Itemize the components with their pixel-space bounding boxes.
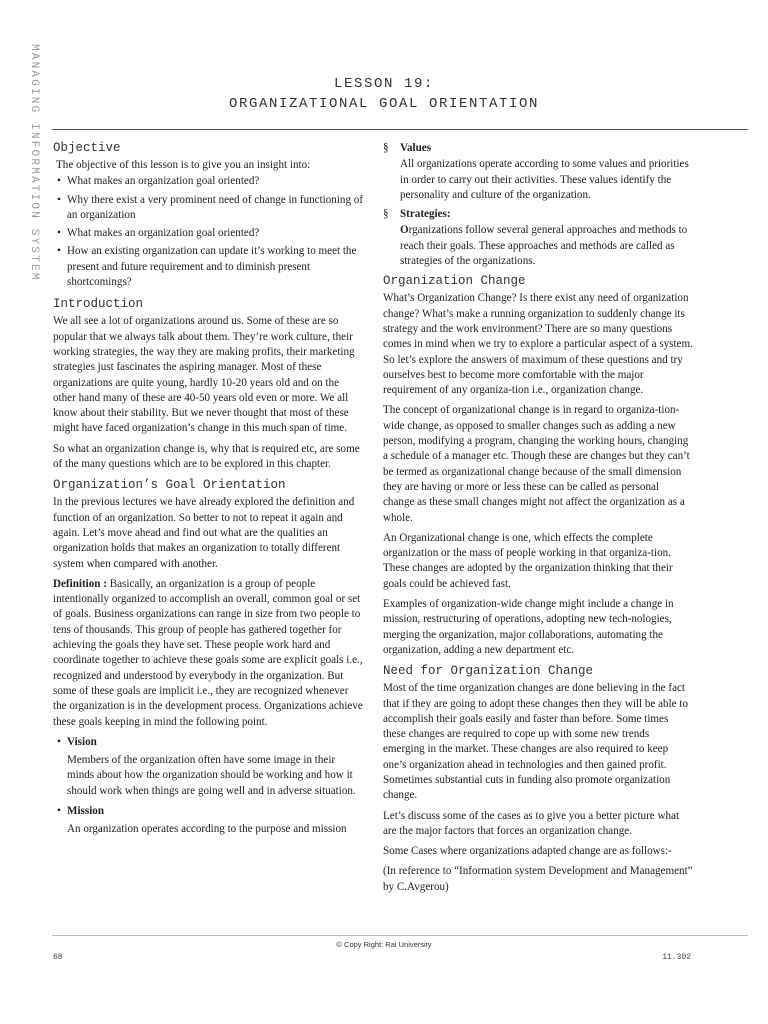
values-heading bbox=[383, 141, 693, 156]
mission-text: An organization operates according to the purpose and mission bbox=[67, 823, 347, 836]
values-text: All organizations operate according to some values and priorities in order to carry out their activities. These values identify the personality and culture of the organization. bbox=[400, 158, 689, 201]
need-for-change-paragraph: Most of the time organization changes are done believing in the fact that if they are going to adopt these changes then they will be able to accomplish their goals easily and faster than before. Some times these changes are required to cope up with some new trends emerging in the market. These changes are also required to keep one’s organization ahead in technologies and then gained profit. Sometimes substantial cuts in funding also promote organization change. bbox=[383, 682, 688, 802]
objective-heading: Objective bbox=[53, 141, 121, 155]
copyright-notice: © Copy Right: Rai University bbox=[336, 940, 432, 949]
left-column bbox=[53, 140, 364, 843]
lesson-number: LESSON 19: bbox=[333, 76, 434, 92]
need-for-change-paragraph: Some Cases where organizations adapted change are as follows:- bbox=[383, 845, 672, 858]
objective-item: • How an existing organization can update it’s working to meet the present and future requirement and to diminish present shortcomings? bbox=[53, 244, 364, 290]
introduction-paragraph: So what an organization change is, why that is required etc, are some of the many questions which are to be explored in this chapter. bbox=[53, 442, 360, 471]
course-code: 11.302 bbox=[662, 953, 691, 962]
vision-heading: • Vision bbox=[53, 735, 364, 750]
goal-orientation-heading: Organization’s Goal Orientation bbox=[53, 478, 286, 493]
introduction-paragraph: We all see a lot of organizations around us. Some of these are so popular that we always talk about them. They’re work culture, their working strategies, the way they are making profits, their marketing strategies just fascinates the aspiring manager. Most of these organizations are quite young, hardly 10-20 years old and on the other hand many of these are 40-50 years old even or more. We all know about their stability. But we never thought that most of these might have faced organization’s change in this much span of time. bbox=[53, 315, 355, 435]
introduction-heading: Introduction bbox=[53, 297, 144, 312]
objective-intro: The objective of this lesson is to give you an insight into: bbox=[56, 159, 311, 171]
need-for-change-heading: Need for Organization Change bbox=[383, 664, 594, 679]
objective-list bbox=[53, 174, 364, 290]
organization-change-paragraph: An Organizational change is one, which effects the complete organization or the mass of people working in that organiza-tion. These changes are adopted by the organization thinking that their goals could be achieved fast. bbox=[383, 531, 673, 590]
right-column bbox=[383, 140, 693, 900]
strategies-body: rganizations follow several general approaches and methods to reach their goals. These approaches and methods are called as strategies of the organizations. bbox=[400, 224, 688, 268]
values-label: Values bbox=[400, 142, 432, 154]
goal-orientation-paragraph: In the previous lectures we have already explored the definition and function of an organization. So better to not to repeat it again and again. Let’s move ahead and find out what are the qualities an organization holds that makes an organization to totally different system when compared with another. bbox=[53, 496, 355, 570]
definition-text: Basically, an organization is a group of people intentionally organized to accomplish an overall, common goal or set of goals. Business organizations can range in size from two people to tens of thousands. This group of people has gathered together for achieving the goals they have set. These people work hard and coordinate together to achieve these goals some are explicit goals i.e., recognized and understood by everybody in the organization. But some of these goals are implicit i.e., they are recognized whenever the organization is in the development process. Organizations achieve these goals keeping in mind the following point. bbox=[53, 577, 363, 728]
page-number: 68 bbox=[53, 953, 63, 962]
section-mark-icon: § bbox=[383, 208, 389, 221]
vision-text: Members of the organization often have some image in their minds about how the organization should be working and how it should work when things are going well and in adverse situation. bbox=[67, 754, 356, 797]
objective-item: • What makes an organization goal oriented? bbox=[53, 226, 364, 241]
strategies-initial: O bbox=[400, 224, 409, 237]
strategies-text bbox=[383, 223, 693, 269]
organization-change-heading: Organization Change bbox=[383, 274, 526, 289]
side-running-label-text: MANAGING INFORMATION SYSTEM bbox=[28, 44, 40, 282]
organization-change-paragraph: Examples of organization-wide change might include a change in mission, restructuring of operations, adopting new tech-nologies, merging the organization, major collaborations, automating the organization, adding a new department etc. bbox=[383, 598, 674, 656]
header-rule bbox=[52, 129, 748, 130]
objective-item: • What makes an organization goal oriented? bbox=[53, 174, 364, 189]
lesson-title: ORGANIZATIONAL GOAL ORIENTATION bbox=[228, 96, 540, 112]
need-for-change-paragraph: Let’s discuss some of the cases as to give you a better picture what are the major factors that forces an organization change. bbox=[383, 809, 680, 837]
definition-label: Definition : bbox=[53, 577, 107, 590]
organization-change-paragraph: What’s Organization Change? Is there exist any need of organization change? What’s make a running organization to suddenly change its strategy and the work environment? There are so many questions comes in mind when we try to explore a particular aspect of a system. So let’s explore the answers of maximum of these questions and try ourselves best to become more comfortable with the major requirement of any organiza-tion i.e., organization change. bbox=[383, 292, 693, 397]
organization-change-paragraph: The concept of organizational change is in regard to organiza-tion-wide change, as opposed to smaller changes such as adding a new person, modifying a program, changing the working hours, changing a schedule of a manager etc. Though these are changes but they can’t be termed as organizational change because of the small dimension they are having or more or less these can be called as personal change as these small changes might not affect the organization as a whole. bbox=[383, 404, 690, 524]
need-for-change-paragraph: (In reference to “Information system Development and Management” by C.Avgerou) bbox=[383, 865, 693, 893]
objective-item: • Why there exist a very prominent need of change in functioning of an organization bbox=[53, 193, 364, 224]
section-mark-icon: § bbox=[383, 142, 389, 154]
strategies-heading bbox=[383, 207, 693, 222]
definition-paragraph bbox=[53, 577, 364, 730]
footer-rule bbox=[52, 935, 748, 936]
mission-heading: • Mission bbox=[53, 804, 364, 819]
strategies-label: Strategies: bbox=[400, 208, 451, 221]
